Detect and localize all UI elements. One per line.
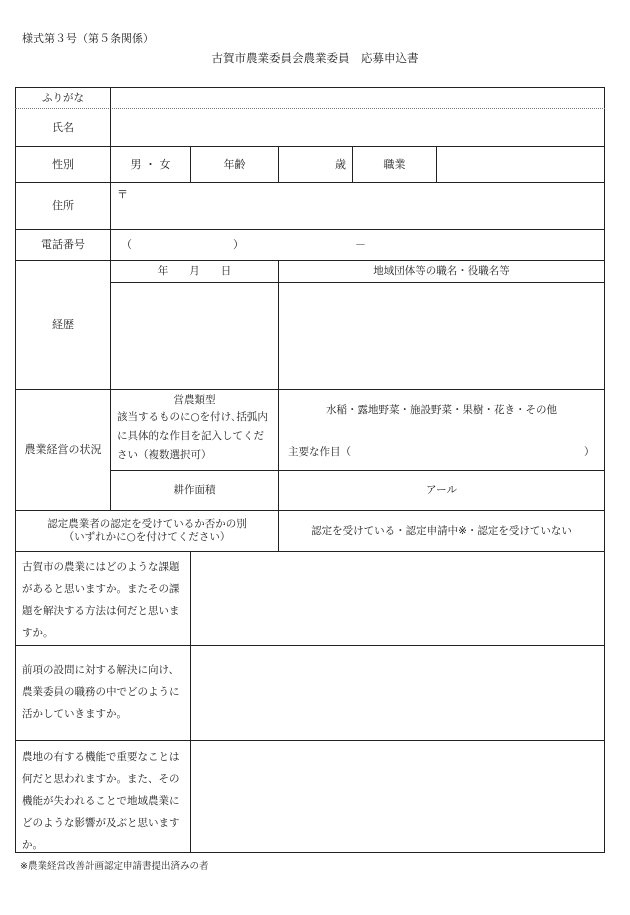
name-label: 氏名 <box>52 120 74 134</box>
question-2: 前項の設問に対する解決に向け、農業委員の職務の中でどのように活かしていきますか。 <box>22 664 180 720</box>
main-crop-close: ） <box>584 446 595 458</box>
cert-question-line2: （いずれかに○を付けてください） <box>63 531 231 543</box>
occupation-field[interactable] <box>437 147 604 182</box>
cert-question <box>16 511 278 551</box>
address-label: 住所 <box>52 199 74 213</box>
postal-mark: 〒 <box>117 188 128 201</box>
cert-question-line1: 認定農業者の認定を受けているか否かの別 <box>47 518 247 531</box>
furigana-label: ふりがな <box>42 91 84 104</box>
phone-dash: － <box>355 238 366 251</box>
question-3: 農地の有する機能で重要なことは何だと思われますか。また、その機能が失われることで地域農業にどのような影響が及ぶと思いますか。 <box>22 751 180 851</box>
address-field[interactable] <box>117 188 604 228</box>
answer-3-field[interactable] <box>191 741 604 852</box>
age-unit: 歳 <box>335 157 346 171</box>
name-field[interactable] <box>111 109 604 146</box>
gender-label: 性別 <box>52 157 74 171</box>
area-unit: アール <box>426 484 457 497</box>
form-number: 様式第３号（第５条関係） <box>22 32 154 45</box>
page-title: 古賀市農業委員会農業委員 応募申込書 <box>211 51 419 65</box>
age-field[interactable] <box>279 147 352 182</box>
phone-label: 電話番号 <box>41 238 85 252</box>
area-field[interactable] <box>279 471 604 510</box>
farm-status-label: 農業経営の状況 <box>24 443 102 457</box>
farm-type-instruction: 該当するものに○を付け､括弧内に具体的な作目を記入してください（複数選択可） <box>117 411 268 461</box>
answer-1-field[interactable] <box>191 552 604 645</box>
career-date-header: 年 月 日 <box>157 265 232 278</box>
career-label: 経歴 <box>52 318 74 332</box>
phone-paren-close: ） <box>233 238 244 251</box>
footnote: ※農業経営改善計画認定申請書提出済みの者 <box>20 861 209 872</box>
phone-field[interactable] <box>111 230 604 260</box>
question-1: 古賀市の農業にはどのような課題があると思いますか。またその課題を解決する方法は何だと思いますか。 <box>22 561 180 639</box>
main-crop-label: 主要な作目（ <box>288 446 351 458</box>
farm-type-title: 営農類型 <box>173 393 216 406</box>
area-label: 耕作面積 <box>173 484 216 497</box>
answer-2-field[interactable] <box>191 646 604 740</box>
career-role-header: 地域団体等の職名・役職名等 <box>373 265 510 278</box>
crop-options[interactable]: 水稲・露地野菜・施設野菜・果樹・花き・その他 <box>326 403 557 416</box>
phone-paren-open: （ <box>121 238 132 251</box>
gender-options[interactable]: 男 ・ 女 <box>130 157 171 171</box>
age-label: 年齢 <box>223 157 246 171</box>
career-role-field[interactable] <box>279 283 604 389</box>
occupation-label: 職業 <box>383 157 406 171</box>
furigana-field[interactable] <box>111 88 604 108</box>
cert-options[interactable]: 認定を受けている・認定申請中※・認定を受けていない <box>311 524 572 537</box>
main-crop-field[interactable] <box>360 440 580 460</box>
career-date-field[interactable] <box>111 283 278 389</box>
